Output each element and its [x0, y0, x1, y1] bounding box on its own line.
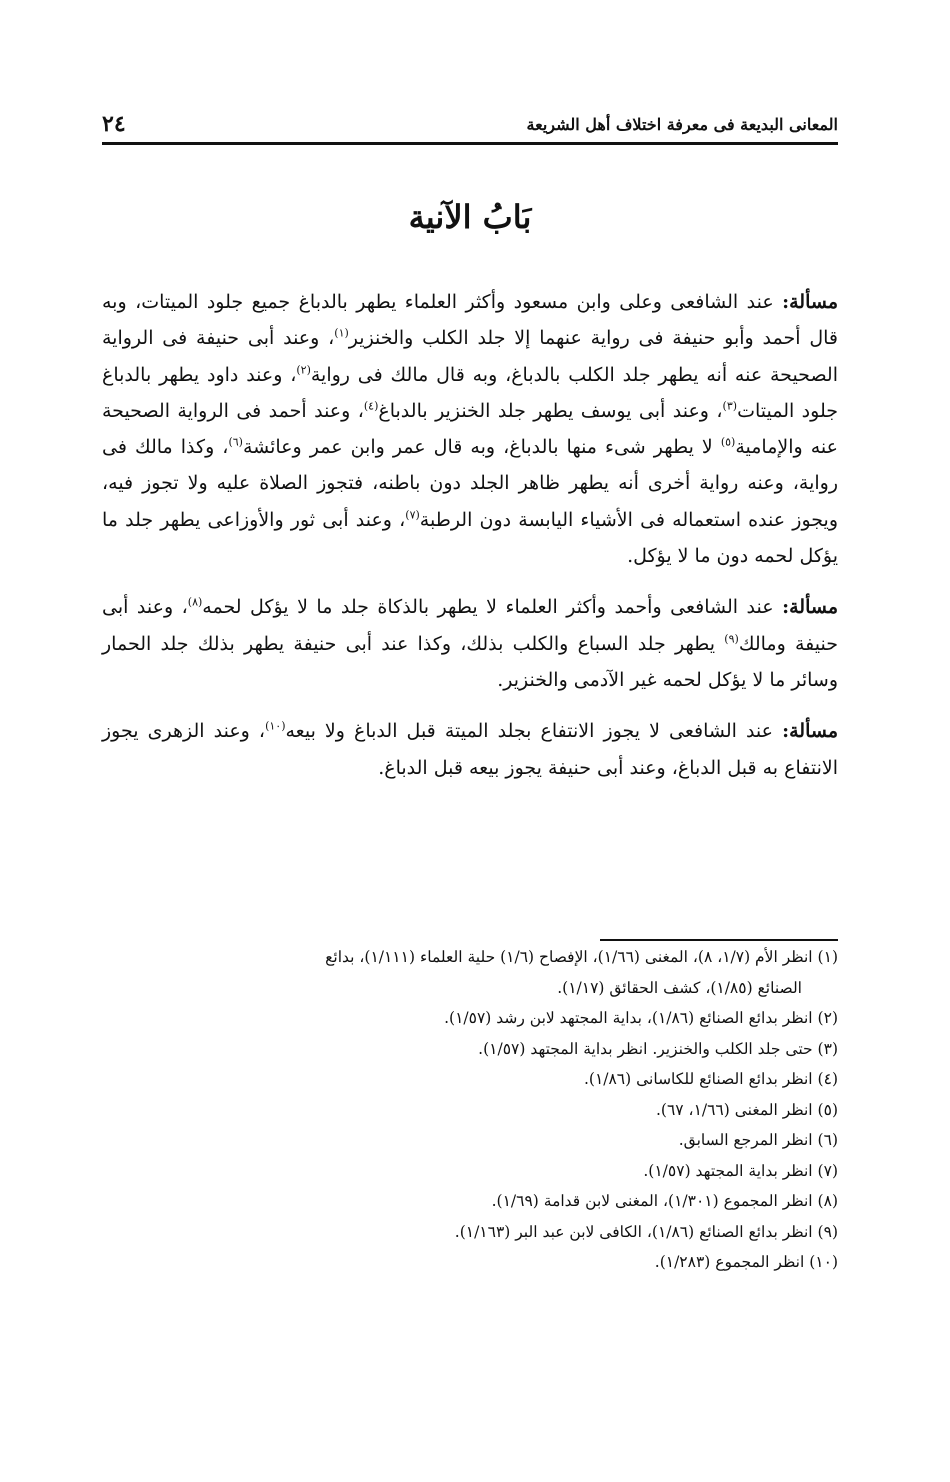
footnote-text: حتى جلد الكلب والخنزير. انظر بداية المجتهد (١/٥٧). — [478, 1039, 818, 1058]
footnote-ref: (٥) — [720, 435, 736, 449]
chapter-title: بَابُ الآنية — [408, 198, 532, 236]
footnote-number: (٤) — [817, 1070, 838, 1088]
text-run: عند الشافعى لا يجوز الانتفاع بجلد الميتة قبل الدباغ ولا بيعه — [285, 720, 783, 743]
text-run: ، وعند داود يطهر بالدباغ جلود الميتات — [102, 363, 838, 422]
footnote — [102, 1217, 838, 1248]
footnote — [102, 942, 838, 1003]
paragraph-1 — [102, 284, 838, 574]
text-run: ، وكذا مالك فى رواية، وعنه رواية أخرى أنه يطهر ظاهر الجلد دون باطنه، فتجوز الصلاة عليه ولا تجوز فيه، ويجوز عنده استعماله فى الأشياء اليابسة دون الرطبة — [102, 436, 838, 531]
page-number: ٢٤ — [102, 111, 126, 137]
issue-term: مسألة: — [782, 720, 838, 743]
footnote-text: انظر المرجع السابق. — [678, 1131, 818, 1149]
footnote-number: (٧) — [817, 1161, 838, 1180]
footnote-text: انظر بدائع الصنائع (١/٨٦)، الكافى لابن عبد البر (١/١٦٣). — [454, 1222, 818, 1241]
footnote-ref: (٩) — [724, 632, 739, 646]
running-header — [102, 106, 838, 145]
text-run: يطهر جلد السباع والكلب بذلك، وكذا عند أبى حنيفة يطهر بذلك جلد الحمار وسائر ما لا يؤكل لحمه غير الآدمى والخنزير. — [102, 632, 838, 691]
footnote-number: (١٠) — [809, 1253, 838, 1271]
text-run: ، وعند أبى حنيفة فى الرواية الصحيحة عنه أنه يطهر جلد الكلب بالدباغ، وبه قال مالك فى رواية — [102, 327, 838, 386]
footnote-text: انظر المجموع (١/٣٠١)، المغنى لابن قدامة (١/٦٩). — [491, 1192, 818, 1210]
footnote-ref: (٧) — [405, 508, 420, 522]
text-run: عند الشافعى وأحمد وأكثر العلماء لا يطهر بالذكاة جلد ما لا يؤكل لحمه — [202, 596, 783, 619]
footnote-text: انظر المجموع (١/٢٨٣). — [654, 1253, 810, 1271]
footnote-number: (١) — [817, 948, 838, 966]
footnote — [102, 1034, 838, 1065]
footnote-ref: (١) — [334, 326, 349, 340]
issue-term: مسألة: — [782, 291, 838, 313]
text-run: عند الشافعى وعلى وابن مسعود وأكثر العلماء يطهر بالدباغ جميع جلود الميتات، وبه قال أحمد وأبو حنيفة فى رواية عنهما إلا جلد الكلب والخنزير — [102, 291, 838, 350]
footnote — [102, 1186, 838, 1217]
footnote — [102, 1125, 838, 1156]
footnote-text: انظر بداية المجتهد (١/٥٧). — [643, 1161, 818, 1180]
text-run: ، وعند أبى ثور والأوزاعى يطهر جلد ما يؤكل لحمه دون ما لا يؤكل. — [102, 508, 838, 568]
footnote-text: انظر المغنى (١/٦٦، ٦٧). — [655, 1100, 818, 1119]
text-run: لا يطهر شىء منها بالدباغ، وبه قال عمر وابن عمر وعائشة — [242, 436, 721, 459]
footnote-number: (٥) — [817, 1100, 838, 1119]
footnote-continuation: الصنائع (١/٨٥)، كشف الحقائق (١/١٧). — [557, 978, 802, 997]
body-text — [102, 284, 838, 801]
footnote-ref: (٨) — [187, 596, 203, 610]
footnote-text: انظر بدائع الصنائع للكاسانى (١/٨٦). — [583, 1070, 818, 1088]
footnote-number: (٩) — [817, 1222, 838, 1241]
paragraph-2 — [102, 589, 838, 698]
footnote-number: (٨) — [817, 1192, 838, 1210]
footnote-ref: (٢) — [296, 363, 311, 377]
footnote-text: انظر بدائع الصنائع (١/٨٦)، بداية المجتهد لابن رشد (١/٥٧). — [444, 1009, 818, 1027]
footnote-number: (٦) — [817, 1131, 838, 1149]
footnote — [102, 1095, 838, 1126]
issue-term: مسألة: — [782, 596, 838, 619]
footnote-ref: (٣) — [722, 399, 738, 413]
text-run: ، وعند أحمد فى الرواية الصحيحة عنه والإمامية — [102, 399, 838, 459]
footnote-ref: (١٠) — [265, 719, 286, 733]
footnote-number: (٣) — [817, 1039, 838, 1058]
footnote-ref: (٦) — [228, 435, 243, 449]
running-title: المعانى البديعة فى معرفة اختلاف أهل الشريعة — [526, 114, 838, 134]
footnote-separator — [600, 939, 838, 941]
footnote-ref: (٤) — [363, 399, 379, 413]
paragraph-3 — [102, 713, 838, 786]
text-run: ، وعند الزهرى يجوز الانتفاع به قبل الدباغ، وعند أبى حنيفة يجوز بيعه قبل الدباغ. — [102, 720, 838, 779]
text-run: ، وعند أبى حنيفة ومالك — [102, 596, 838, 655]
footnote — [102, 1247, 838, 1278]
text-run: ، وعند أبى يوسف يطهر جلد الخنزير بالدباغ — [378, 399, 723, 422]
footnote-number: (٢) — [817, 1009, 838, 1027]
footnote — [102, 1003, 838, 1034]
footnotes — [102, 942, 838, 1278]
footnote — [102, 1064, 838, 1095]
footnote-text: انظر الأم (١/٧، ٨)، المغنى (١/٦٦)، الإفصاح (١/٦) حلية العلماء (١/١١١)، بدائع — [325, 948, 818, 966]
footnote — [102, 1156, 838, 1187]
